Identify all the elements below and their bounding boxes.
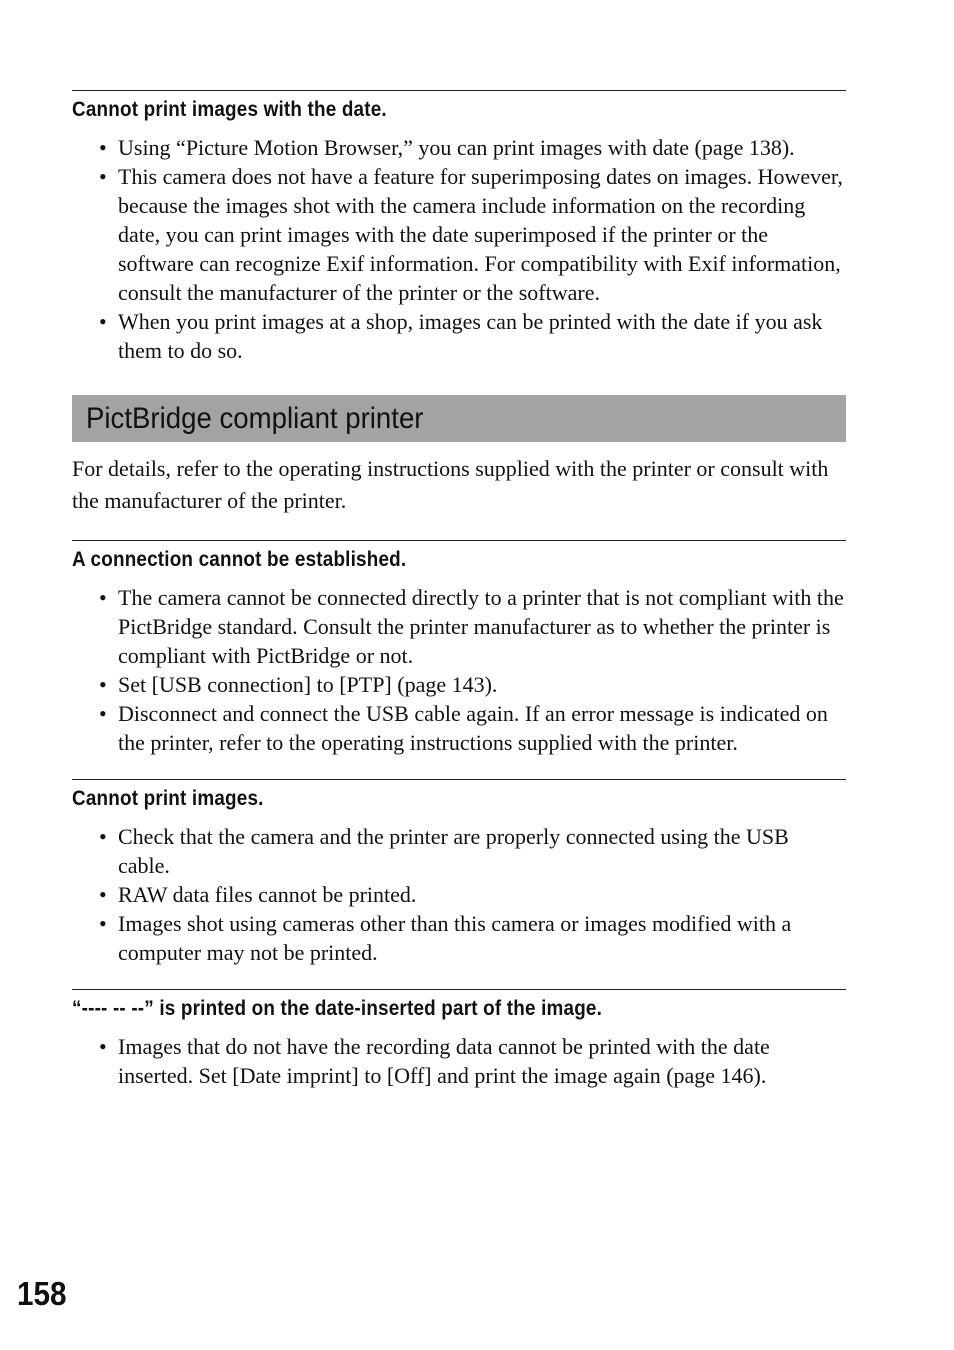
divider-line — [72, 540, 846, 541]
list-item-text: RAW data files cannot be printed. — [118, 882, 417, 907]
section-cannot-print — [72, 779, 846, 967]
bullet-list — [72, 133, 846, 365]
list-item-text: Check that the camera and the printer are properly connected using the USB cable. — [118, 824, 789, 878]
section-date-printing — [72, 90, 846, 365]
list-item — [72, 133, 846, 162]
divider-line — [72, 989, 846, 990]
list-item — [72, 670, 846, 699]
list-item-text: Set [USB connection] to [PTP] (page 143). — [118, 672, 498, 697]
list-item — [72, 822, 846, 880]
list-item-text: Disconnect and connect the USB cable again. If an error message is indicated on the printer, refer to the operating instructions supplied with the printer. — [118, 701, 828, 755]
section-heading: “---- -- --” is printed on the date-inserted part of the image. — [72, 997, 603, 1020]
section-heading: Cannot print images with the date. — [72, 98, 387, 121]
list-item-text: The camera cannot be connected directly to a printer that is not compliant with the PictBridge standard. Consult the printer manufacturer as to whether the printer is compliant with PictBridge or not. — [118, 585, 844, 668]
list-item — [72, 307, 846, 365]
bullet-list — [72, 822, 846, 967]
section-heading: A connection cannot be established. — [72, 548, 407, 571]
list-item-text: Using “Picture Motion Browser,” you can print images with date (page 138). — [118, 135, 795, 160]
bullet-marker: • — [99, 882, 107, 907]
bullet-marker: • — [99, 164, 107, 189]
manual-page — [72, 90, 846, 1090]
section-date-placeholder — [72, 989, 846, 1090]
list-item — [72, 909, 846, 967]
list-item — [72, 1032, 846, 1090]
list-item-text: This camera does not have a feature for superimposing dates on images. However, because the images shot with the camera include information on the recording date, you can print images with the date superimposed if the printer or the software can recognize Exif information. For compatibility with Exif information, consult the manufacturer of the printer or the software. — [118, 164, 843, 305]
bullet-marker: • — [99, 672, 107, 697]
list-item — [72, 162, 846, 307]
bullet-list — [72, 1032, 846, 1090]
bullet-marker: • — [99, 824, 107, 849]
banner-title: PictBridge compliant printer — [86, 401, 424, 435]
bullet-marker: • — [99, 135, 107, 160]
section-connection — [72, 540, 846, 757]
section-heading: Cannot print images. — [72, 787, 264, 810]
list-item-text: When you print images at a shop, images can be printed with the date if you ask them to do so. — [118, 309, 823, 363]
list-item — [72, 583, 846, 670]
intro-paragraph: For details, refer to the operating instructions supplied with the printer or consult with the manufacturer of the printer. — [72, 456, 829, 513]
bullet-marker: • — [99, 911, 107, 936]
divider-line — [72, 779, 846, 780]
bullet-marker: • — [99, 309, 107, 334]
list-item — [72, 880, 846, 909]
bullet-marker: • — [99, 585, 107, 610]
bullet-list — [72, 583, 846, 757]
page-number: 158 — [17, 1275, 67, 1312]
section-banner — [72, 395, 846, 442]
bullet-marker: • — [99, 701, 107, 726]
list-item-text: Images shot using cameras other than this camera or images modified with a computer may not be printed. — [118, 911, 792, 965]
list-item-text: Images that do not have the recording data cannot be printed with the date inserted. Set [Date imprint] to [Off] and print the image again (page 146). — [118, 1034, 770, 1088]
bullet-marker: • — [99, 1034, 107, 1059]
divider-line — [72, 90, 846, 91]
list-item — [72, 699, 846, 757]
